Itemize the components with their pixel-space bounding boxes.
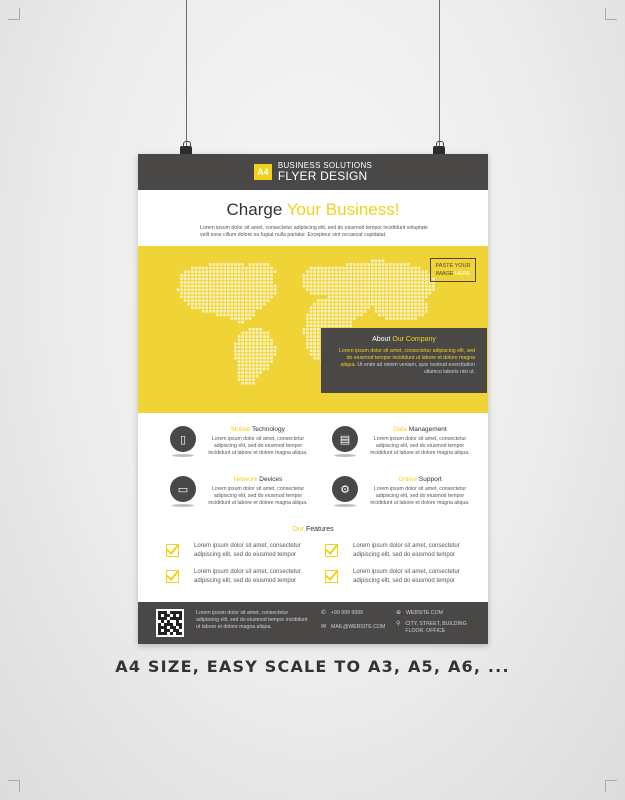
contact-address [396,621,476,635]
a4-badge: A4 [254,164,272,180]
checkbox-icon [325,570,338,583]
checklist-item [325,568,475,588]
footer-text: Lorem ipsum dolor sit amet, consectetur adipiscing elit, sed do eiusmod tempor incididunt ut labore et dolore magna aliqua. [196,610,308,630]
our-features-a: Our [292,526,305,533]
paste-image-placeholder [430,258,476,282]
qr-code [156,609,184,637]
hero-banner [138,246,488,413]
location-icon: ⚲ [396,621,401,627]
service-item [310,424,470,466]
contact-website [396,610,443,617]
crop-mark-bottom-right [605,780,617,792]
our-features-b: Features [304,526,334,533]
headline-part2: Your Business! [286,200,400,219]
our-features-title [138,526,488,533]
crop-mark-bottom-left [8,780,20,792]
service-title-b: Management [406,426,447,433]
service-title-a: Online [398,476,418,483]
checklist-item [166,568,316,588]
checklist-item [166,542,316,562]
paste-line1: PASTE YOUR [435,263,471,269]
paste-line2b: HERE [453,271,471,277]
brand-bottom-a: FLYER [277,168,317,183]
checklist-text: Lorem ipsum dolor sit amet, consectetur adipiscing elit, sed do eiusmod tempor [353,543,460,558]
brand-bottom-b: DESIGN [316,168,368,183]
crop-mark-top-right [605,8,617,20]
mobile-icon: ▯ [170,426,196,452]
checkbox-icon [325,544,338,557]
router-icon: ▭ [170,476,196,502]
icon-shadow [172,454,194,457]
contact-mail [321,624,385,631]
service-title [208,476,308,483]
checklist-text: Lorem ipsum dolor sit amet, consectetur adipiscing elit, sed do eiusmod tempor [194,543,301,558]
service-title-b: Devices [257,476,283,483]
crop-mark-top-left [8,8,20,20]
size-caption: A4 SIZE, EASY SCALE TO A3, A5, A6, ... [115,657,510,676]
checkbox-icon [166,570,179,583]
brand-title [278,162,372,183]
paste-line2a: IMAGE [435,271,454,277]
service-item [148,424,308,466]
about-title [333,336,475,343]
checkbox-icon [166,544,179,557]
hanging-string-left [186,0,187,148]
service-text: Lorem ipsum dolor sit amet, consectetur adipiscing elit, sed do eiusmod tempor incididunt ut labore et dolore magna aliqua. [208,436,308,456]
icon-shadow [334,454,356,457]
checklist-item [325,542,475,562]
brand-top-a: BUSINESS [277,160,321,170]
service-text: Lorem ipsum dolor sit amet, consectetur adipiscing elit, sed do eiusmod tempor incididunt ut labore et dolore magna aliqua. [208,486,308,506]
icon-shadow [334,504,356,507]
about-text-plain: Ut enim ad minim veniam, quis nostrud exercitation ullamco laboris nisi ut. [357,362,475,375]
about-text [333,348,475,376]
flyer-poster [138,154,488,644]
about-box [321,328,487,393]
about-text-accent: Lorem ipsum dolor sit amet, consectetur adipiscing elit, sed do eiusmod tempor incididunt ut labore et dolore magna aliqua. [338,348,475,368]
intro-text: Lorem ipsum dolor sit amet, consectetur adipiscing elit, sed do eiusmod tempor incididunt voluptate velit esse cillum dolore eu fugiat nulla pariatur. Excepteur sint occaecat cupidatat. [200,225,428,238]
about-title-b: Our Company [390,336,436,343]
mail-text: MAIL@WEBSITE.COM [331,624,386,630]
icon-shadow [172,504,194,507]
hanging-string-right [439,0,440,148]
gear-icon: ⚙ [332,476,358,502]
service-title [208,426,308,433]
data-icon: ▤ [332,426,358,452]
headline [138,200,488,220]
service-title-a: Mobile [231,426,251,433]
phone-text: +99 999 9999 [331,610,363,616]
mail-icon: ✉ [321,624,327,630]
flyer-header [138,154,488,190]
service-title [370,426,470,433]
phone-icon: ✆ [321,610,327,616]
brand-top-b: SOLUTIONS [320,160,373,170]
service-item [310,474,470,516]
flyer-footer [138,602,488,644]
service-title-b: Technology [250,426,285,433]
service-text: Lorem ipsum dolor sit amet, consectetur adipiscing elit, sed do eiusmod tempor incididunt ut labore et dolore magna aliqua. [370,486,470,506]
service-title-a: Network [233,476,258,483]
globe-icon: ⊕ [396,610,402,616]
service-title-b: Support [417,476,442,483]
website-text: WEBSITE.COM [406,610,443,616]
checklist-text: Lorem ipsum dolor sit amet, consectetur adipiscing elit, sed do eiusmod tempor [353,569,460,584]
contact-phone [321,610,363,617]
service-title [370,476,470,483]
service-text: Lorem ipsum dolor sit amet, consectetur adipiscing elit, sed do eiusmod tempor incididunt ut labore et dolore magna aliqua. [370,436,470,456]
service-title-a: Data [393,426,407,433]
headline-part1: Charge [226,200,287,219]
service-item [148,474,308,516]
checklist-text: Lorem ipsum dolor sit amet, consectetur adipiscing elit, sed do eiusmod tempor [194,569,301,584]
about-title-a: About [372,336,391,343]
address-text: CITY, STREET, BUILDING FLOOR, OFFICE [405,621,467,634]
